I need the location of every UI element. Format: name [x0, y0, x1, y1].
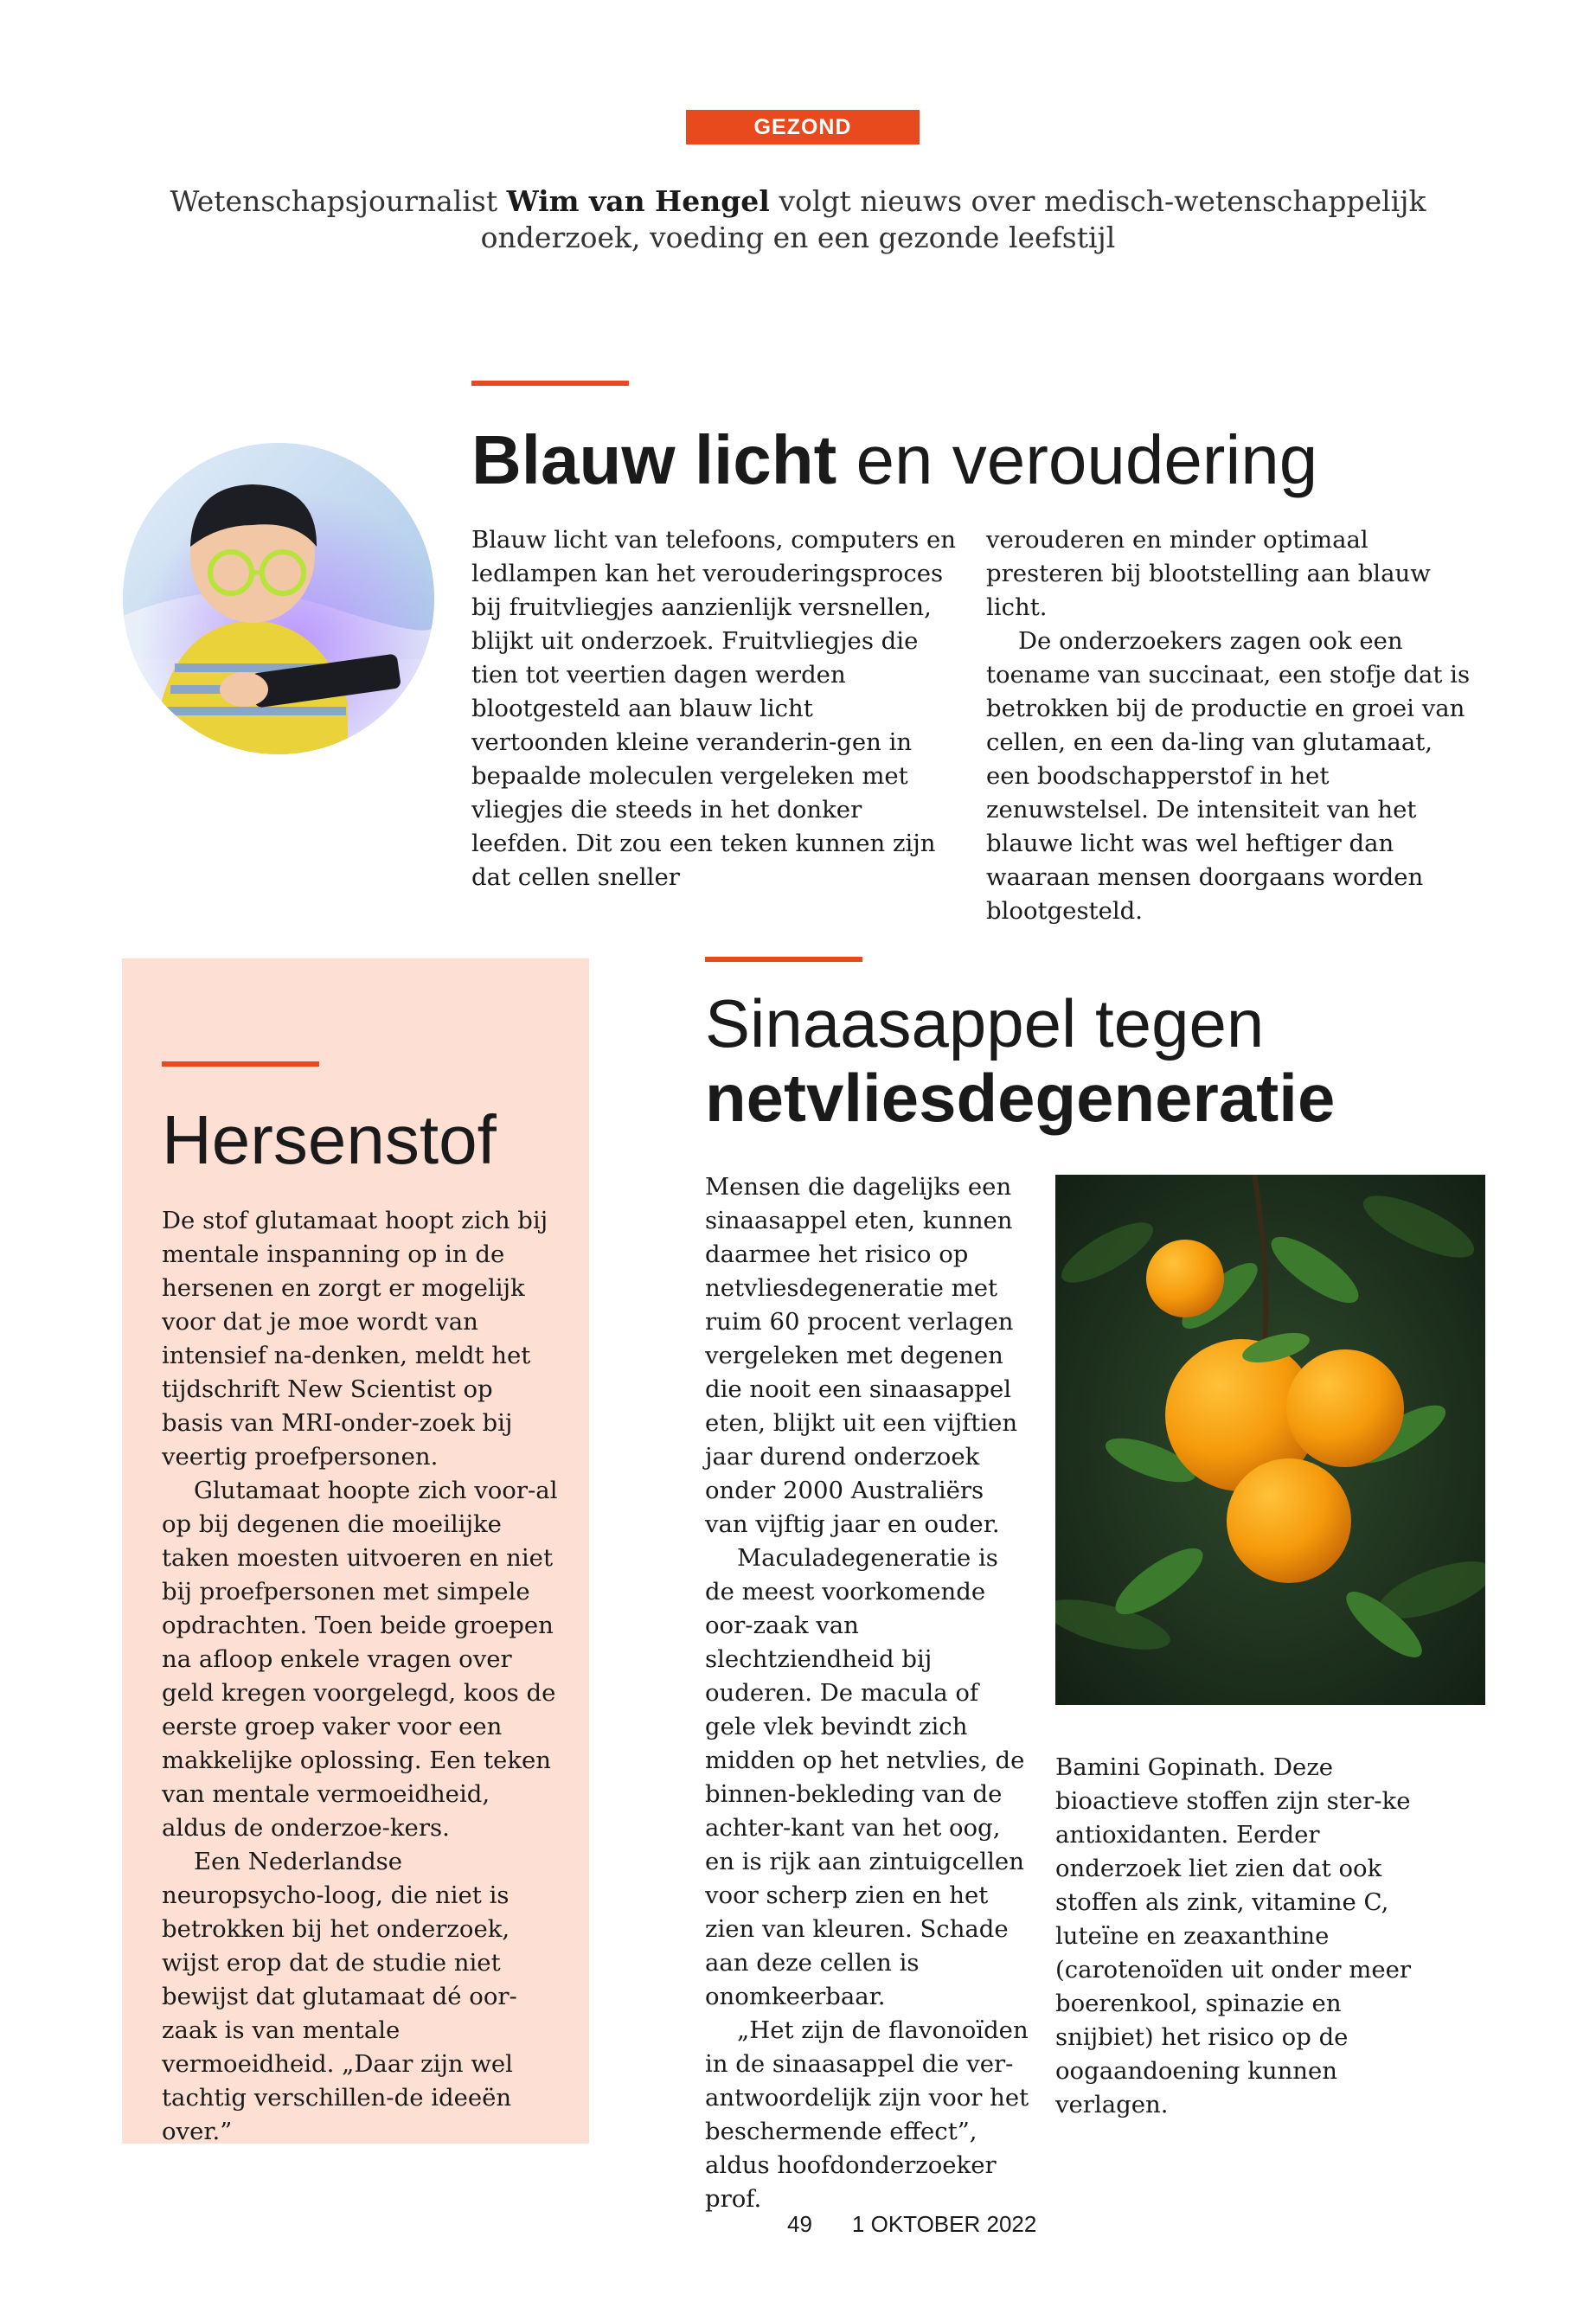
article2-column-1 — [705, 1170, 1034, 2216]
sidebar-paragraph: Een Nederlandse neuropsycho-loog, die niet is betrokken bij het onderzoek, wijst erop dat de studie niet bewijst dat glutamaat dé oor-zaak is van mentale vermoeidheid. „Daar zijn wel tachtig verschillen-de ideeën over.” — [162, 1848, 517, 2145]
page-footer — [606, 2208, 1125, 2240]
article2-title — [705, 986, 1570, 1135]
article1-rule — [471, 381, 629, 386]
article1-col2-paragraph: verouderen en minder optimaal presteren bij blootstelling aan blauw licht. — [986, 526, 1431, 621]
sidebar-paragraph: De stof glutamaat hoopt zich bij mentale inspanning op in de hersenen en zorgt er mogelijk voor dat je moe wordt van intensief na-denken, meldt het tijdschrift New Scientist op basis van MRI-onder-zoek bij veertig proefpersonen. — [162, 1207, 548, 1471]
article1-column-1 — [471, 523, 956, 894]
article1-col1-paragraph: Blauw licht van telefoons, computers en ledlampen kan het verouderingsproces bij fruitvliegjes aanzienlijk versnellen, blijkt uit onderzoek. Fruitvliegjes die tien tot veertien dagen werden blootgesteld aan blauw licht vertoonden kleine veranderin-gen in bepaalde moleculen vergeleken met vliegjes die steeds in het donker leefden. Dit zou een teken kunnen zijn dat cellen sneller — [471, 526, 956, 891]
article1-col2-paragraph: De onderzoekers zagen ook een toename van succinaat, een stofje dat is betrokken bij de productie en groei van cellen, en een da-ling van glutamaat, een boodschapperstof in het zenuwstelsel. De intensiteit van het blauwe licht was wel heftiger dan waaraan mensen doorgaans worden blootgesteld. — [986, 627, 1471, 925]
child-tablet-illustration — [123, 443, 434, 754]
article2-rule — [705, 957, 862, 962]
issue-date: 1 OKTOBER 2022 — [851, 2210, 1037, 2237]
article1-title-light: en veroudering — [836, 421, 1318, 498]
article1-title — [471, 417, 1509, 503]
article1-title-bold: Blauw licht — [471, 421, 837, 498]
intro-after: volgt nieuws over medisch-wetenschappelijk onderzoek, voeding en een gezonde leefstijl — [480, 184, 1426, 254]
article2-col1-paragraph: Maculadegeneratie is de meest voorkomende oor-zaak van slechtziendheid bij ouderen. De macula of gele vlek bevindt zich midden op het netvlies, de binnen-bekleding van de achter-kant van het oog, en is rijk aan zintuigcellen voor scherp zien en het zien van kleuren. Schade aan deze cellen is onomkeerbaar. — [705, 1544, 1025, 2010]
child-tablet-photo — [123, 443, 434, 754]
intro-before: Wetenschapsjournalist — [170, 184, 507, 218]
article2-column-2 — [1055, 1751, 1419, 2122]
intro-text — [156, 183, 1440, 256]
article2-col2-paragraph: Bamini Gopinath. Deze bioactieve stoffen zijn ster-ke antioxidanten. Eerder onderzoek liet zien dat ook stoffen als zink, vitamine C, luteïne en zeaxanthine (carotenoïden uit onder meer boerenkool, spinazie en snijbiet) het risico op de oogaandoening kunnen verlagen. — [1055, 1753, 1412, 2118]
article1-column-2 — [986, 523, 1479, 928]
article2-col1-paragraph: „Het zijn de flavonoïden in de sinaasappel die ver-antwoordelijk zijn voor het beschermende effect”, aldus hoofdonderzoeker prof. — [705, 2016, 1029, 2213]
section-tag: GEZOND — [686, 110, 920, 144]
sidebar-rule — [162, 1061, 319, 1067]
orange-tree-photo — [1055, 1175, 1485, 1705]
orange-tree-illustration — [1055, 1175, 1485, 1705]
article2-title-bold: netvliesdegeneratie — [705, 1060, 1336, 1136]
page-number: 49 — [787, 2210, 812, 2237]
sidebar-body — [162, 1204, 560, 2149]
author-name: Wim van Hengel — [506, 184, 770, 218]
article2-col1-paragraph: Mensen die dagelijks een sinaasappel eten, kunnen daarmee het risico op netvliesdegeneratie met ruim 60 procent verlagen vergeleken met degenen die nooit een sinaasappel eten, blijkt uit een vijftien jaar durend onderzoek onder 2000 Australiërs van vijftig jaar en ouder. — [705, 1173, 1018, 1538]
sidebar-title: Hersenstof — [162, 1101, 497, 1178]
article2-title-light: Sinaasappel tegen — [705, 985, 1265, 1061]
sidebar-paragraph: Glutamaat hoopte zich voor-al op bij degenen die moeilijke taken moesten uitvoeren en niet bij proefpersonen met simpele opdrachten. Toen beide groepen na afloop enkele vragen over geld kregen voorgelegd, koos de eerste groep vaker voor een makkelijke oplossing. Een teken van mentale vermoeidheid, aldus de onderzoe-kers. — [162, 1477, 558, 1842]
